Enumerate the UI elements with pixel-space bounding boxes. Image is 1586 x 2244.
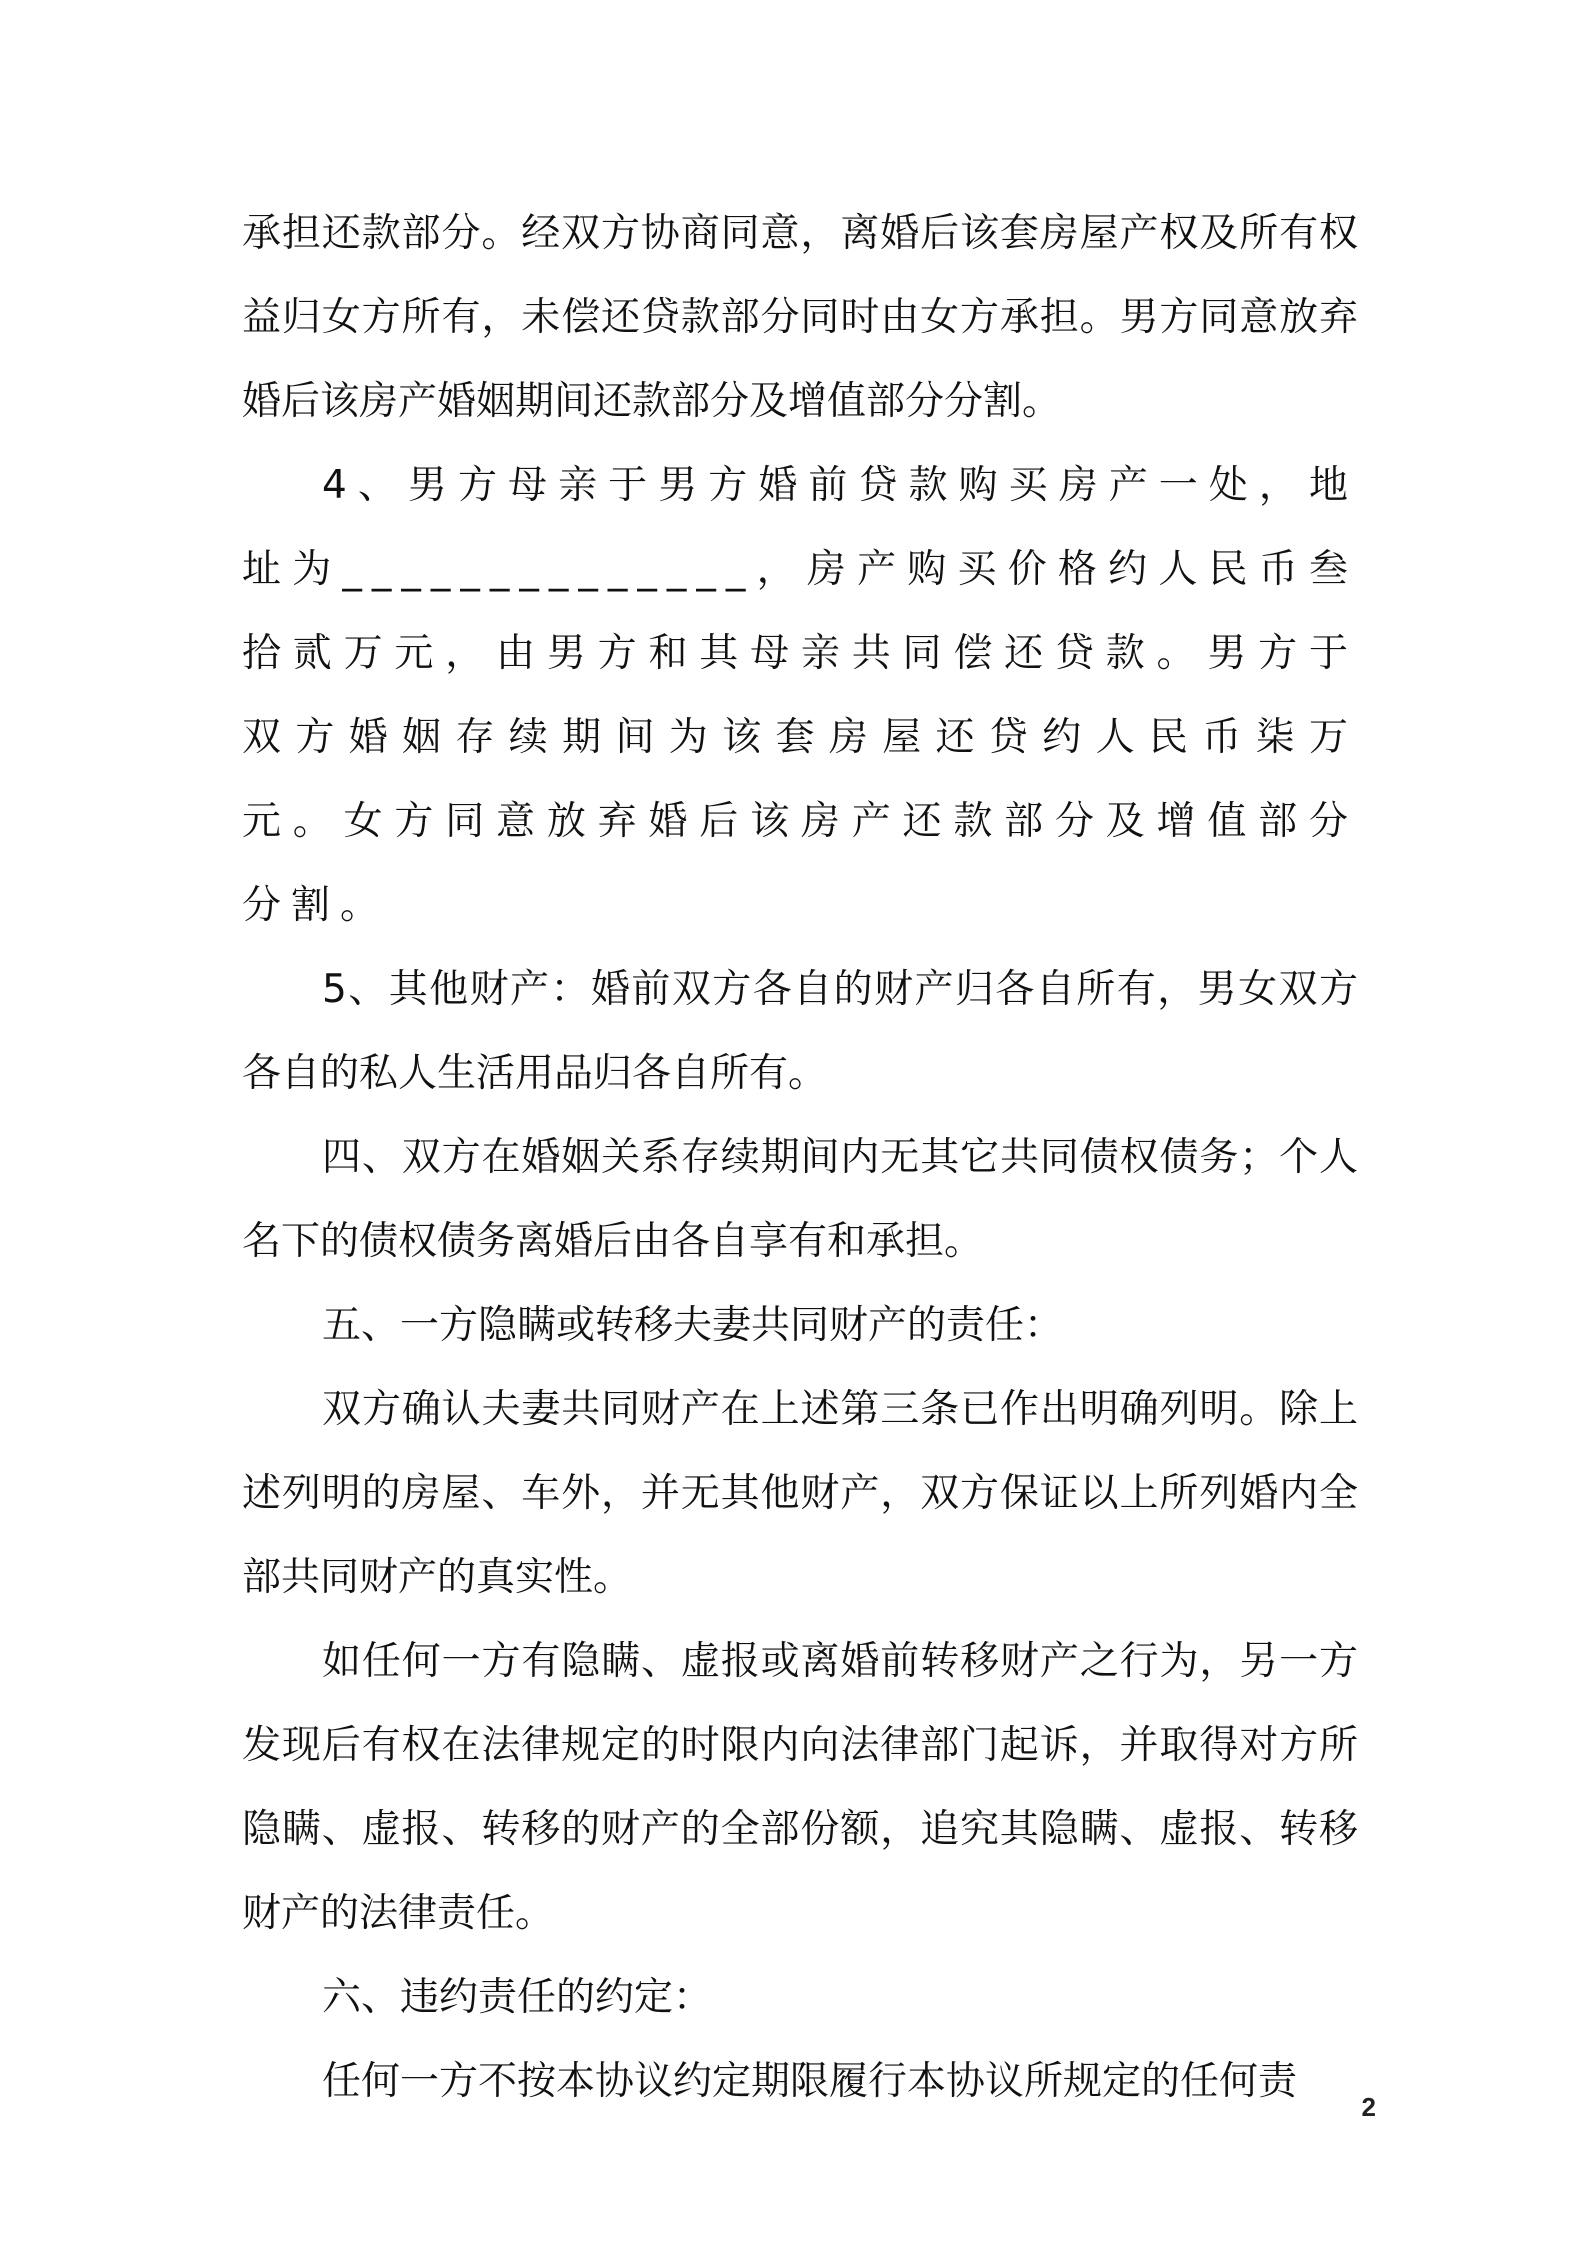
- page-number: 2: [1361, 2092, 1376, 2122]
- paragraph-item-5: 5、其他财产：婚前双方各自的财产归各自所有，男女双方各自的私人生活用品归各自所有。: [242, 967, 1358, 1096]
- document-body: [242, 192, 1358, 2124]
- heading-section-6: 六、违约责任的约定：: [322, 1975, 713, 2020]
- paragraph-property-continuation: 承担还款部分。经双方协商同意，离婚后该套房屋产权及所有权益归女方所有，未偿还贷款部分同时由女方承担。男方同意放弃婚后该房产婚姻期间还款部分及增值部分分割。: [242, 211, 1358, 424]
- paragraph-section-6-start: 任何一方不按本协议约定期限履行本协议所规定的任何责: [322, 2059, 1298, 2104]
- paragraph-item-4: 4、男方母亲于男方婚前贷款购买房产一处，地址为______________，房产购买价格约人民币叁拾贰万元，由男方和其母亲共同偿还贷款。男方于双方婚姻存续期间为该套房屋还贷约人民币柒万元。女方同意放弃婚后该房产还款部分及增值部分分割。: [242, 463, 1358, 928]
- paragraph-section-5-liability: 如任何一方有隐瞒、虚报或离婚前转移财产之行为，另一方发现后有权在法律规定的时限内向法律部门起诉，并取得对方所隐瞒、虚报、转移的财产的全部份额，追究其隐瞒、虚报、转移财产的法律责任。: [242, 1639, 1358, 1936]
- heading-section-5: 五、一方隐瞒或转移夫妻共同财产的责任：: [322, 1303, 1064, 1348]
- paragraph-section-4: 四、双方在婚姻关系存续期间内无其它共同债权债务；个人名下的债权债务离婚后由各自享有和承担。: [242, 1135, 1358, 1264]
- paragraph-section-5-confirmation: 双方确认夫妻共同财产在上述第三条已作出明确列明。除上述列明的房屋、车外，并无其他财产，双方保证以上所列婚内全部共同财产的真实性。: [242, 1387, 1358, 1600]
